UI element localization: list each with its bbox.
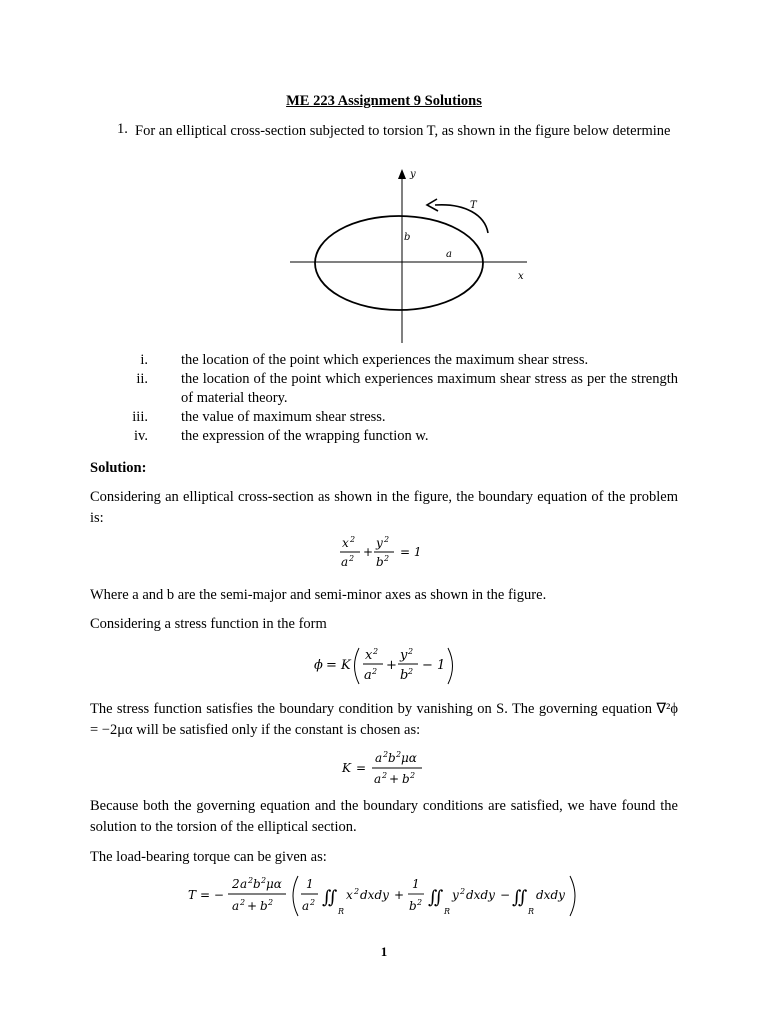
paragraph-torque-intro: The load-bearing torque can be given as: bbox=[90, 849, 327, 865]
equation-boundary bbox=[338, 533, 438, 575]
svg-text:b: b bbox=[376, 555, 384, 569]
svg-text:y: y bbox=[400, 648, 408, 663]
question-text: For an elliptical cross-section subjected to torsion T, as shown in the figure below determine bbox=[135, 123, 671, 139]
svg-text:a: a bbox=[374, 772, 382, 786]
torque-label: T bbox=[470, 200, 477, 211]
question-number: 1. bbox=[117, 121, 128, 137]
svg-text:2: 2 bbox=[268, 898, 274, 907]
svg-text:R: R bbox=[528, 907, 535, 916]
svg-text:2: 2 bbox=[460, 887, 466, 896]
svg-text:2: 2 bbox=[261, 876, 267, 885]
svg-text:2: 2 bbox=[408, 667, 414, 676]
svg-text:=: = bbox=[356, 761, 367, 775]
list-item-number: iv. bbox=[134, 428, 148, 444]
list-item bbox=[128, 427, 678, 446]
svg-text:K: K bbox=[342, 761, 351, 775]
svg-text:x: x bbox=[365, 648, 373, 663]
x-axis-label: x bbox=[518, 271, 524, 282]
svg-text:a: a bbox=[341, 555, 349, 569]
svg-text:= 1: = 1 bbox=[400, 545, 422, 559]
ellipse-cross-section bbox=[315, 216, 483, 310]
list-item-number: i. bbox=[140, 352, 148, 368]
list-item bbox=[128, 408, 678, 427]
svg-text:1: 1 bbox=[412, 877, 420, 891]
svg-text:+: + bbox=[247, 899, 258, 913]
paragraph-solution-found: Because both the governing equation and the boundary conditions are satisfied, we have found the solution to the torsion of the elliptical section. bbox=[90, 798, 678, 835]
svg-text:−: − bbox=[500, 888, 511, 902]
svg-text:a: a bbox=[302, 899, 310, 913]
svg-text:2: 2 bbox=[232, 877, 240, 891]
y-axis-label: y bbox=[410, 169, 416, 180]
svg-text:b: b bbox=[253, 877, 261, 891]
svg-text:y: y bbox=[452, 888, 459, 902]
paragraph-axes: Where a and b are the semi-major and semi-minor axes as shown in the figure. bbox=[90, 587, 547, 603]
svg-text:∬: ∬ bbox=[512, 887, 528, 908]
svg-text:a: a bbox=[364, 668, 372, 683]
ellipse-figure bbox=[285, 165, 545, 345]
paragraph-boundary-intro: Considering an elliptical cross-section as shown in the figure, the boundary equation of the problem is: bbox=[90, 489, 678, 526]
svg-text:− 1: − 1 bbox=[422, 658, 446, 673]
svg-text:2: 2 bbox=[410, 771, 416, 780]
svg-text:2: 2 bbox=[417, 898, 423, 907]
svg-text:a: a bbox=[240, 877, 248, 891]
svg-text:2: 2 bbox=[240, 898, 246, 907]
svg-text:dxdy: dxdy bbox=[360, 888, 389, 902]
svg-text:a: a bbox=[232, 899, 240, 913]
svg-text:1: 1 bbox=[306, 877, 314, 891]
svg-text:+: + bbox=[394, 888, 405, 902]
solution-heading: Solution: bbox=[90, 460, 147, 476]
svg-text:2: 2 bbox=[382, 771, 388, 780]
svg-text:2: 2 bbox=[373, 647, 379, 656]
y-axis-arrow-icon bbox=[398, 169, 406, 179]
equation-constant-k bbox=[340, 748, 450, 790]
list-item bbox=[128, 351, 678, 370]
svg-text:2: 2 bbox=[349, 554, 355, 563]
svg-text:b: b bbox=[260, 899, 268, 913]
svg-text:+: + bbox=[389, 772, 400, 786]
svg-text:2: 2 bbox=[354, 887, 360, 896]
svg-text:T: T bbox=[188, 888, 197, 902]
page-title: ME 223 Assignment 9 Solutions bbox=[286, 93, 482, 109]
list-item-number: iii. bbox=[132, 409, 148, 425]
svg-text:= −: = − bbox=[200, 888, 224, 902]
svg-text:2: 2 bbox=[248, 876, 254, 885]
list-item-text: the expression of the wrapping function w. bbox=[181, 428, 429, 444]
paragraph-governing-equation: The stress function satisfies the boundary condition by vanishing on S. The governing equation ∇²ϕ = −2μα will be satisfied only if the constant is chosen as: bbox=[90, 701, 678, 738]
b-label: b bbox=[404, 232, 411, 243]
page-number: 1 bbox=[380, 944, 388, 959]
svg-text:b: b bbox=[409, 899, 417, 913]
svg-text:dxdy: dxdy bbox=[536, 888, 565, 902]
svg-text:2: 2 bbox=[384, 535, 390, 544]
svg-text:y: y bbox=[376, 536, 383, 550]
svg-text:b: b bbox=[400, 668, 409, 683]
svg-text:2: 2 bbox=[383, 750, 389, 759]
list-item-number: ii. bbox=[136, 371, 148, 387]
svg-text:∬: ∬ bbox=[428, 887, 444, 908]
paragraph-stress-function-intro: Considering a stress function in the form bbox=[90, 616, 327, 632]
svg-text:dxdy: dxdy bbox=[466, 888, 495, 902]
equation-torque bbox=[186, 870, 586, 922]
svg-text:2: 2 bbox=[408, 647, 414, 656]
svg-text:2: 2 bbox=[396, 750, 402, 759]
svg-text:2: 2 bbox=[372, 667, 378, 676]
svg-text:a: a bbox=[375, 751, 383, 765]
svg-text:b: b bbox=[402, 772, 410, 786]
svg-text:R: R bbox=[444, 907, 451, 916]
svg-text:= K: = K bbox=[326, 658, 351, 673]
svg-text:∬: ∬ bbox=[322, 887, 338, 908]
svg-text:+: + bbox=[386, 658, 397, 673]
equation-stress-function bbox=[312, 642, 462, 690]
svg-text:2: 2 bbox=[310, 898, 316, 907]
svg-text:+: + bbox=[363, 545, 374, 559]
svg-text:x: x bbox=[346, 888, 353, 902]
a-label: a bbox=[446, 249, 452, 260]
svg-text:ϕ: ϕ bbox=[314, 658, 323, 673]
svg-text:2: 2 bbox=[384, 554, 390, 563]
svg-text:b: b bbox=[388, 751, 396, 765]
svg-text:μα: μα bbox=[401, 751, 417, 765]
svg-text:μα: μα bbox=[266, 877, 282, 891]
list-item-text: the value of maximum shear stress. bbox=[181, 409, 386, 425]
svg-text:2: 2 bbox=[350, 535, 356, 544]
list-item bbox=[128, 370, 678, 408]
svg-text:x: x bbox=[342, 536, 349, 550]
torque-arrow-icon bbox=[435, 205, 488, 233]
list-item-text: the location of the point which experiences the maximum shear stress. bbox=[181, 352, 589, 368]
svg-text:R: R bbox=[338, 907, 345, 916]
list-item-text: the location of the point which experiences maximum shear stress as per the strength of material theory. bbox=[181, 371, 678, 406]
